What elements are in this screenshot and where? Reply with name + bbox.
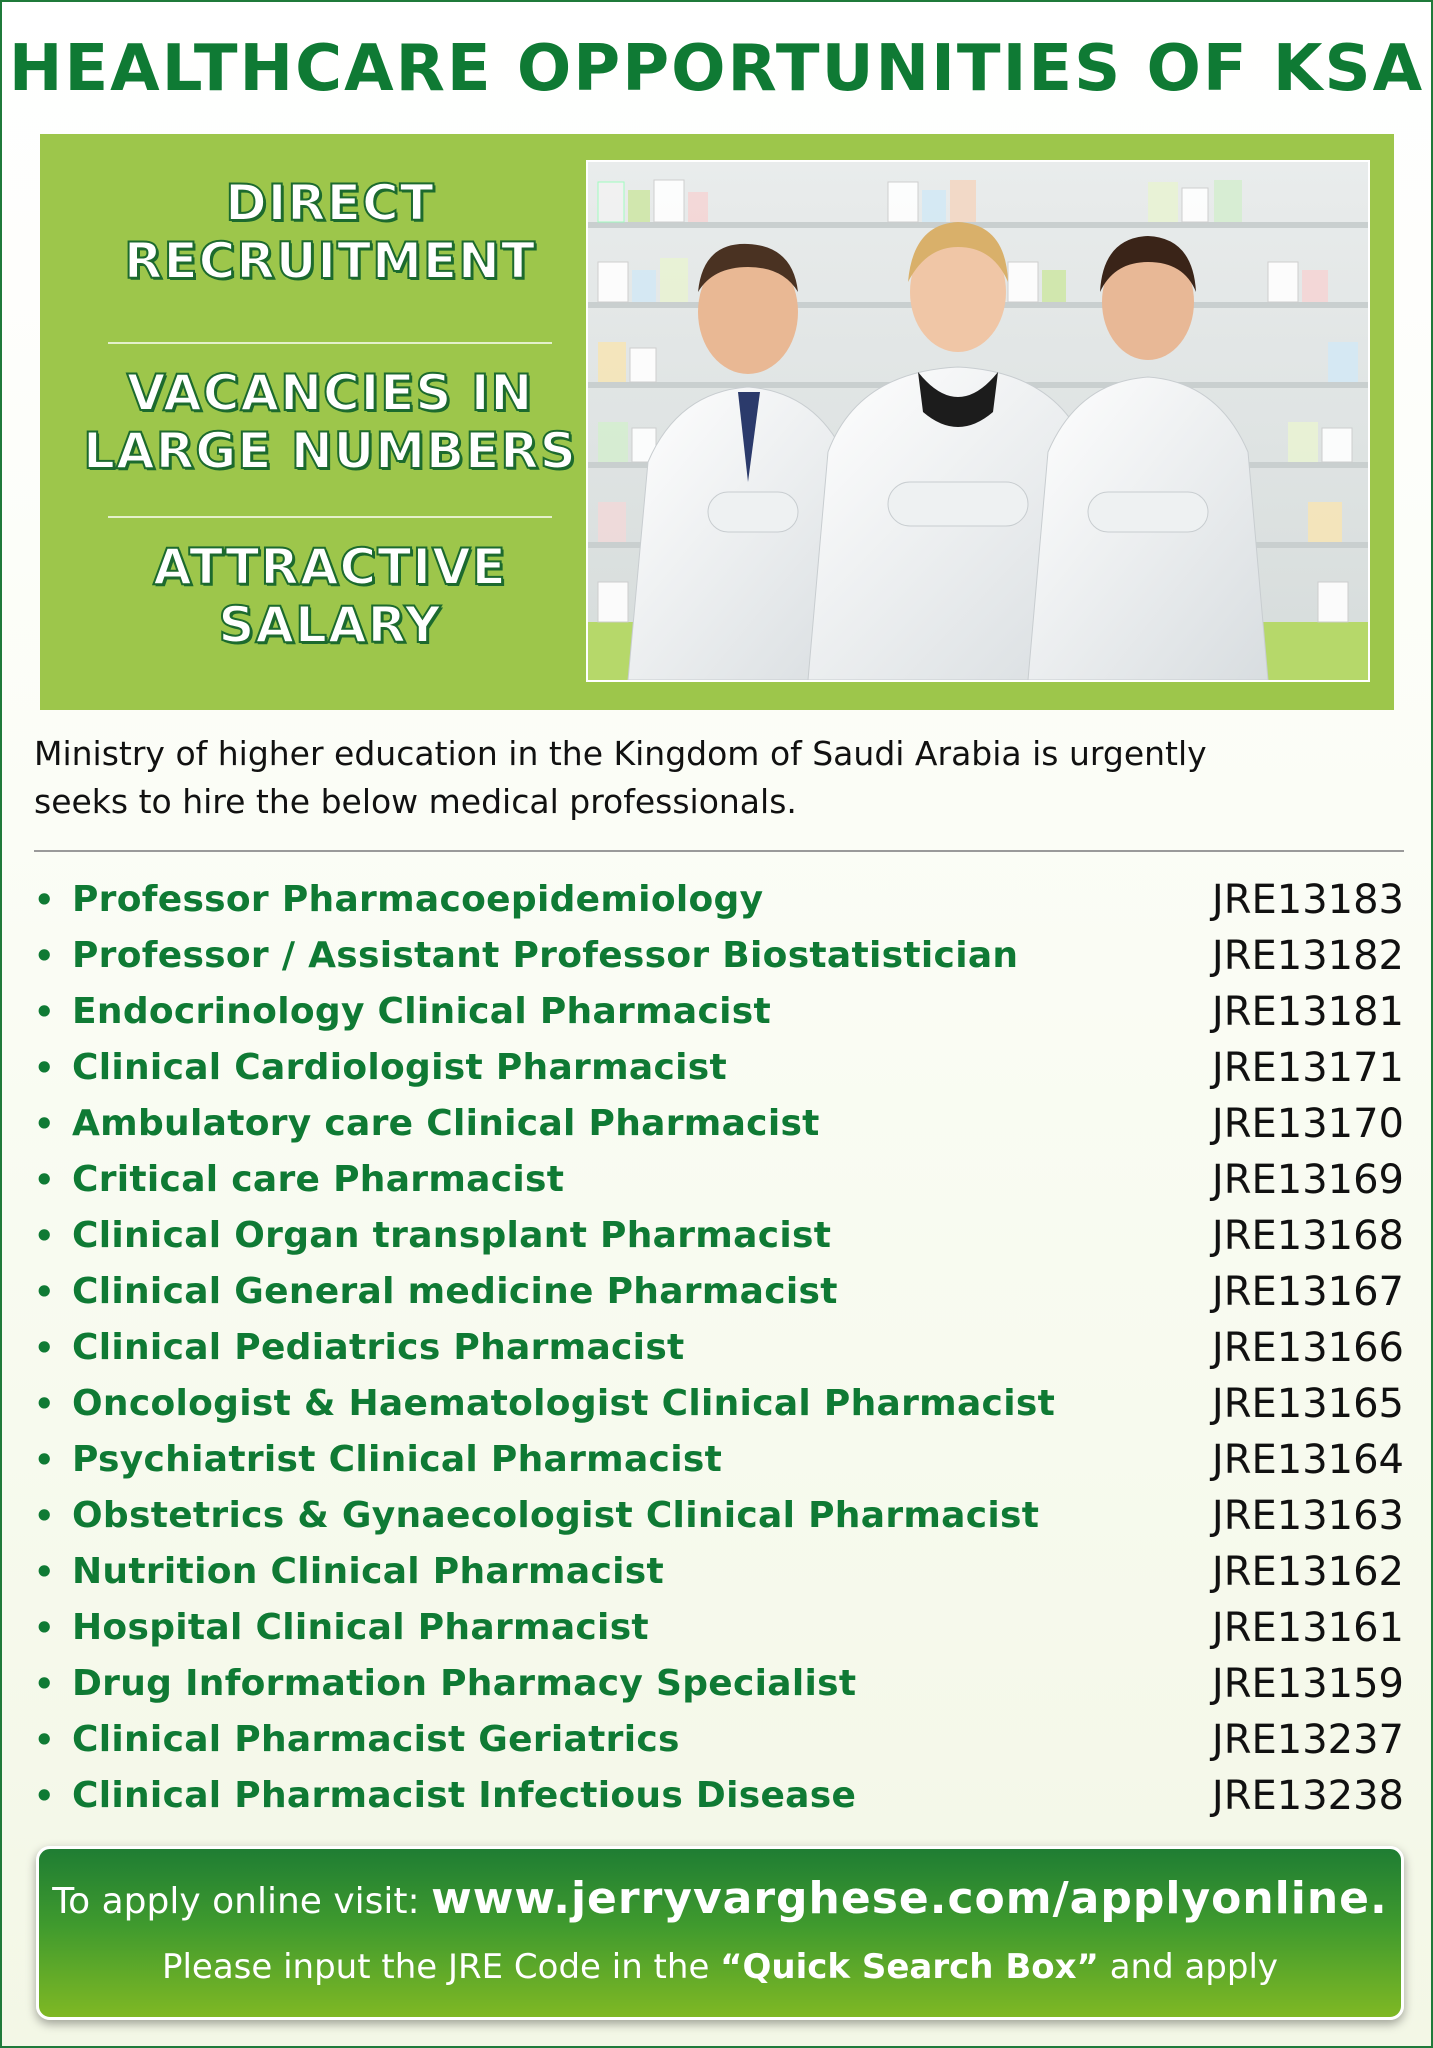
job-row bbox=[34, 1712, 1404, 1768]
jre-code: JRE13163 bbox=[1211, 1493, 1404, 1539]
job-title: Clinical Organ transplant Pharmacist bbox=[72, 1215, 832, 1256]
bullet-icon: • bbox=[34, 1273, 55, 1311]
bullet-icon: • bbox=[34, 1553, 55, 1591]
hero-divider bbox=[108, 516, 552, 518]
jre-code: JRE13164 bbox=[1211, 1437, 1404, 1483]
job-row bbox=[34, 1040, 1404, 1096]
job-title: Ambulatory care Clinical Pharmacist bbox=[72, 1103, 820, 1144]
hero-highlights bbox=[60, 134, 600, 710]
instruction-suffix: and apply bbox=[1098, 1947, 1279, 1987]
job-row bbox=[34, 1264, 1404, 1320]
jre-code: JRE13182 bbox=[1211, 933, 1404, 979]
job-title: Professor Pharmacoepidemiology bbox=[72, 879, 764, 920]
divider-rule bbox=[34, 850, 1404, 852]
jre-code: JRE13171 bbox=[1211, 1045, 1404, 1091]
instruction-line bbox=[39, 1941, 1401, 1993]
bullet-icon: • bbox=[34, 1161, 55, 1199]
bullet-icon: • bbox=[34, 1721, 55, 1759]
job-title: Nutrition Clinical Pharmacist bbox=[72, 1551, 664, 1592]
job-title: Clinical Pharmacist Infectious Disease bbox=[72, 1775, 857, 1816]
job-row bbox=[34, 1488, 1404, 1544]
hero-recruitment: RECRUITMENT bbox=[123, 232, 537, 290]
job-row bbox=[34, 1432, 1404, 1488]
jre-code: JRE13237 bbox=[1211, 1717, 1404, 1763]
job-title: Clinical Pediatrics Pharmacist bbox=[72, 1327, 685, 1368]
bullet-icon: • bbox=[34, 881, 55, 919]
bullet-icon: • bbox=[34, 1049, 55, 1087]
bullet-icon: • bbox=[34, 1497, 55, 1535]
bullet-icon: • bbox=[34, 1217, 55, 1255]
job-title: Obstetrics & Gynaecologist Clinical Pharmacist bbox=[72, 1495, 1040, 1536]
jre-code: JRE13238 bbox=[1211, 1773, 1404, 1819]
job-row bbox=[34, 1320, 1404, 1376]
bullet-icon: • bbox=[34, 1441, 55, 1479]
hero-divider bbox=[108, 342, 552, 344]
job-title: Oncologist & Haematologist Clinical Pharmacist bbox=[72, 1383, 1056, 1424]
job-title: Psychiatrist Clinical Pharmacist bbox=[72, 1439, 723, 1480]
hero-direct: DIRECT bbox=[225, 174, 435, 232]
job-title: Clinical Cardiologist Pharmacist bbox=[72, 1047, 728, 1088]
quick-search-label: “Quick Search Box” bbox=[720, 1947, 1099, 1987]
job-row bbox=[34, 1768, 1404, 1824]
jre-code: JRE13165 bbox=[1211, 1381, 1404, 1427]
job-title: Critical care Pharmacist bbox=[72, 1159, 565, 1200]
hero-salary: SALARY bbox=[218, 596, 442, 654]
bullet-icon: • bbox=[34, 1105, 55, 1143]
job-title: Endocrinology Clinical Pharmacist bbox=[72, 991, 772, 1032]
job-title: Hospital Clinical Pharmacist bbox=[72, 1607, 649, 1648]
job-title: Clinical General medicine Pharmacist bbox=[72, 1271, 838, 1312]
jre-code: JRE13159 bbox=[1211, 1661, 1404, 1707]
bullet-icon: • bbox=[34, 993, 55, 1031]
job-row bbox=[34, 1152, 1404, 1208]
jre-code: JRE13162 bbox=[1211, 1549, 1404, 1595]
pharmacists-photo bbox=[586, 160, 1370, 682]
job-row bbox=[34, 1656, 1404, 1712]
job-row bbox=[34, 1096, 1404, 1152]
job-title: Clinical Pharmacist Geriatrics bbox=[72, 1719, 680, 1760]
bullet-icon: • bbox=[34, 1665, 55, 1703]
intro-line-2: seeks to hire the below medical professionals. bbox=[34, 782, 797, 821]
page-title: HEALTHCARE OPPORTUNITIES OF KSA bbox=[8, 32, 1425, 106]
jre-code: JRE13161 bbox=[1211, 1605, 1404, 1651]
jre-code: JRE13166 bbox=[1211, 1325, 1404, 1371]
jre-code: JRE13170 bbox=[1211, 1101, 1404, 1147]
bullet-icon: • bbox=[34, 937, 55, 975]
jre-code: JRE13167 bbox=[1211, 1269, 1404, 1315]
apply-prefix: To apply online visit: bbox=[52, 1881, 432, 1922]
jre-code: JRE13183 bbox=[1211, 877, 1404, 923]
hero-banner bbox=[40, 134, 1394, 710]
job-row bbox=[34, 1600, 1404, 1656]
apply-url-link[interactable]: www.jerryvarghese.com/applyonline. bbox=[431, 1873, 1388, 1924]
job-row bbox=[34, 1208, 1404, 1264]
apply-line bbox=[39, 1871, 1401, 1930]
instruction-prefix: Please input the JRE Code in the bbox=[161, 1947, 721, 1987]
job-row bbox=[34, 1376, 1404, 1432]
intro-line-1: Ministry of higher education in the Kingdom of Saudi Arabia is urgently bbox=[34, 734, 1207, 773]
job-row bbox=[34, 928, 1404, 984]
intro-text bbox=[34, 730, 1414, 826]
job-list bbox=[34, 872, 1404, 1824]
bullet-icon: • bbox=[34, 1329, 55, 1367]
hero-large-numbers: LARGE NUMBERS bbox=[83, 422, 577, 480]
jre-code: JRE13169 bbox=[1211, 1157, 1404, 1203]
hero-attractive: ATTRACTIVE bbox=[153, 538, 507, 596]
job-row bbox=[34, 872, 1404, 928]
jre-code: JRE13181 bbox=[1211, 989, 1404, 1035]
hero-vacancies: VACANCIES IN bbox=[126, 364, 534, 422]
job-title: Professor / Assistant Professor Biostatistician bbox=[72, 935, 1019, 976]
job-title: Drug Information Pharmacy Specialist bbox=[72, 1663, 857, 1704]
job-row bbox=[34, 984, 1404, 1040]
job-row bbox=[34, 1544, 1404, 1600]
bullet-icon: • bbox=[34, 1385, 55, 1423]
bullet-icon: • bbox=[34, 1777, 55, 1815]
apply-banner bbox=[36, 1846, 1404, 2020]
bullet-icon: • bbox=[34, 1609, 55, 1647]
jre-code: JRE13168 bbox=[1211, 1213, 1404, 1259]
